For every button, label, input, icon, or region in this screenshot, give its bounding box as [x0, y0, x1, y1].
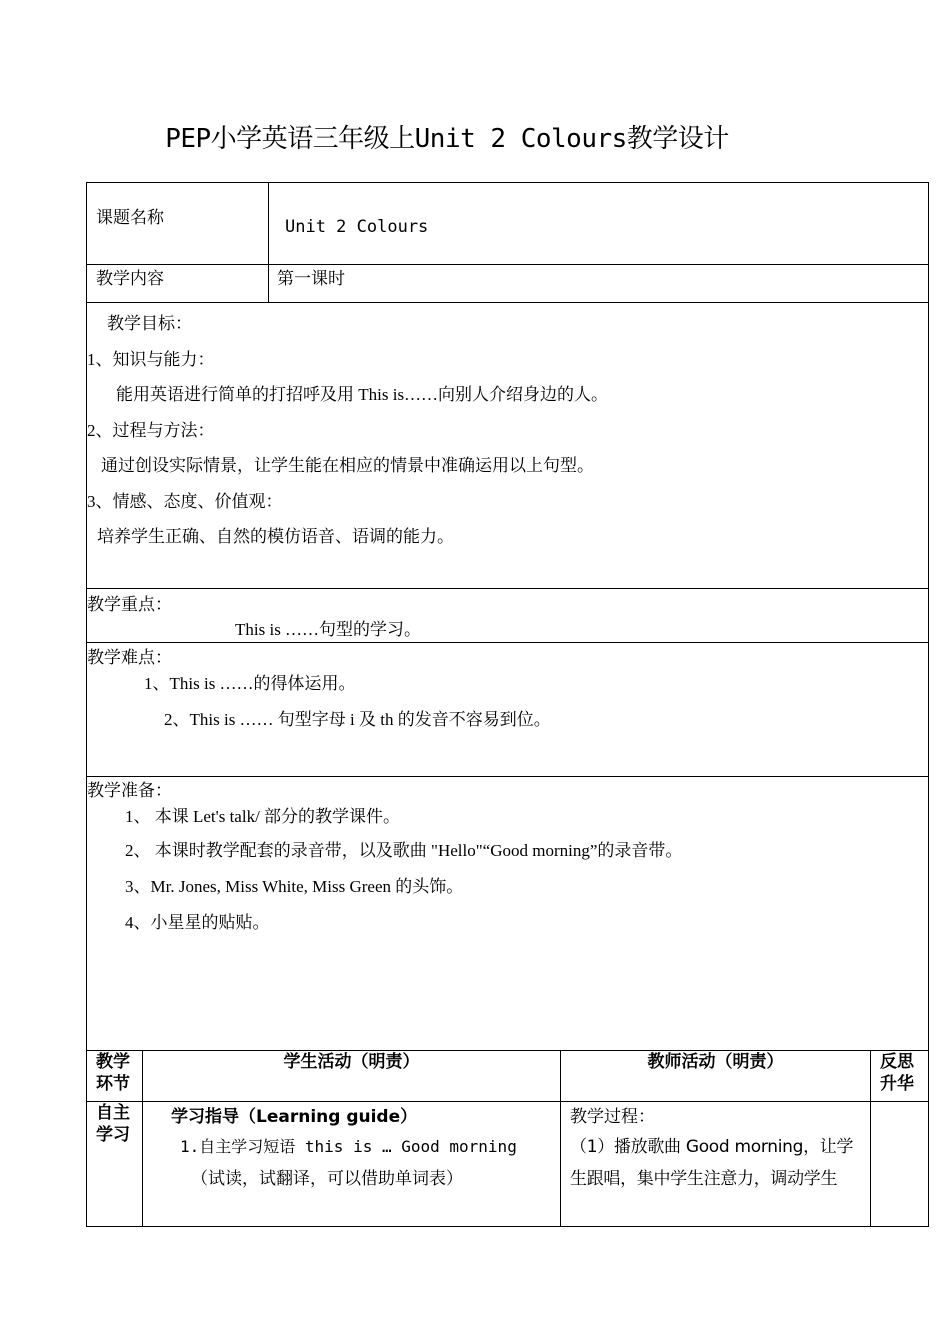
preparation-line: 2、 本课时教学配套的录音带，以及歌曲 "Hello"“Good morning”的录音带。: [125, 841, 683, 860]
objective-line: 通过创设实际情景，让学生能在相应的情景中准确运用以上句型。: [101, 456, 594, 475]
difficulties-section: [87, 643, 929, 777]
teacher-activity-line: 生跟唱，集中学生注意力，调动学生: [570, 1169, 838, 1189]
content-value: 第一课时: [269, 265, 929, 303]
objectives-heading: 教学目标：: [107, 314, 192, 333]
topic-value: Unit 2 Colours: [269, 183, 929, 265]
objective-line: 3、情感、态度、价值观：: [87, 491, 283, 511]
objective-line: 1、知识与能力：: [87, 349, 215, 369]
preparation-heading: 教学准备：: [87, 781, 172, 800]
document-title: PEP小学英语三年级上Unit 2 Colours教学设计: [165, 124, 729, 154]
preparation-line: 3、Mr. Jones, Miss White, Miss Green 的头饰。: [125, 877, 464, 896]
difficulty-line: 1、This is ……的得体运用。: [144, 674, 356, 693]
teacher-activity-cell: [561, 1102, 871, 1227]
key-points-section: [87, 589, 929, 643]
content-label: 教学内容: [87, 265, 269, 303]
key-points-line: This is ……句型的学习。: [235, 620, 422, 639]
stage-header: 教学环节: [87, 1051, 143, 1102]
objectives-section: [87, 303, 929, 589]
preparation-line: 1、 本课 Let's talk/ 部分的教学课件。: [125, 807, 401, 826]
student-activity-cell: [143, 1102, 561, 1227]
student-activity-line: （试读，试翻译，可以借助单词表）: [191, 1169, 463, 1189]
teacher-activity-line: （1）播放歌曲 Good morning，让学: [570, 1137, 854, 1157]
objective-line: 能用英语进行简单的打招呼及用 This is……向别人介绍身边的人。: [116, 385, 609, 404]
difficulties-heading: 教学难点：: [87, 648, 172, 667]
objective-line: 培养学生正确、自然的模仿语音、语调的能力。: [97, 527, 454, 546]
topic-label: 课题名称: [87, 183, 269, 265]
difficulty-line: 2、This is …… 句型字母 i 及 th 的发音不容易到位。: [164, 710, 551, 729]
student-activity-header: 学生活动（明责）: [143, 1051, 561, 1102]
reflection-header: 反思升华: [871, 1051, 929, 1102]
objective-line: 2、过程与方法：: [87, 420, 215, 440]
key-points-heading: 教学重点：: [87, 595, 172, 614]
student-activity-line: 1.自主学习短语 this is … Good morning: [180, 1137, 517, 1156]
reflection-cell: [871, 1102, 929, 1227]
teacher-activity-title: 教学过程：: [570, 1107, 655, 1127]
preparation-line: 4、小星星的贴贴。: [125, 913, 270, 932]
teacher-activity-header: 教师活动（明责）: [561, 1051, 871, 1102]
stage-cell: 自主学习: [87, 1102, 143, 1227]
lesson-plan-table: [86, 182, 929, 1227]
student-activity-title: 学习指导（Learning guide）: [171, 1107, 418, 1127]
preparation-section: [87, 777, 929, 1051]
